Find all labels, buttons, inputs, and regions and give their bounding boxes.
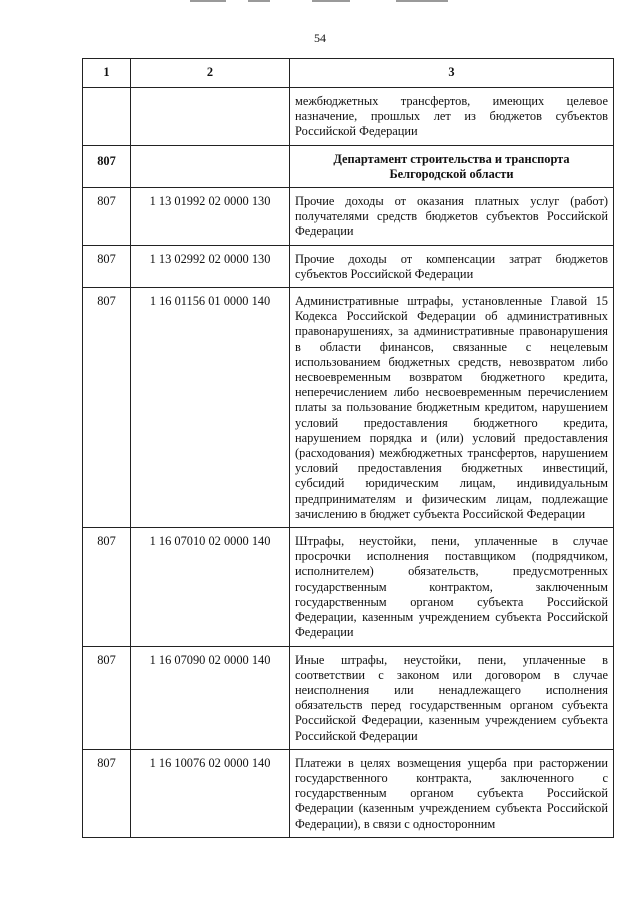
admin-code-cell: 807 — [83, 749, 131, 837]
budget-code-cell — [131, 88, 290, 146]
income-name-cell: Прочие доходы от компенсации затрат бюджетов субъектов Российской Федерации — [290, 245, 614, 287]
income-codes-table — [82, 58, 614, 838]
budget-code-cell: 1 16 10076 02 0000 140 — [131, 749, 290, 837]
income-name-cell: Платежи в целях возмещения ущерба при расторжении государственного контракта, заключенного с государственным органом субъекта Российской Федерации (казенным учреждением субъекта Российской Федерации), в связи с односторонним — [290, 749, 614, 837]
table-row — [83, 749, 614, 837]
column-header-code: 2 — [131, 59, 290, 88]
admin-code-cell: 807 — [83, 188, 131, 246]
table-row — [83, 88, 614, 146]
scan-edge-mark — [396, 0, 448, 2]
column-header-admin: 1 — [83, 59, 131, 88]
income-name-cell: межбюджетных трансфертов, имеющих целевое назначение, прошлых лет из бюджетов субъектов Российской Федерации — [290, 88, 614, 146]
column-header-name: 3 — [290, 59, 614, 88]
department-name-cell: Департамент строительства и транспорта Белгородской области — [290, 145, 614, 187]
table-header-row — [83, 59, 614, 88]
admin-code-cell: 807 — [83, 646, 131, 749]
scan-edge-mark — [190, 0, 226, 2]
admin-code-cell: 807 — [83, 145, 131, 187]
budget-code-cell: 1 13 01992 02 0000 130 — [131, 188, 290, 246]
budget-code-cell: 1 16 07010 02 0000 140 — [131, 528, 290, 646]
table-row — [83, 288, 614, 528]
income-name-cell: Штрафы, неустойки, пени, уплаченные в случае просрочки исполнения поставщиком (подрядчиком, исполнителем) обязательств, предусмотренных государственным контрактом, заключенным государственным органом субъекта Российской Федерации, казенным учреждением субъекта Российской Федерации — [290, 528, 614, 646]
budget-code-cell — [131, 145, 290, 187]
table-row — [83, 245, 614, 287]
income-name-cell: Административные штрафы, установленные Главой 15 Кодекса Российской Федерации об административных правонарушениях, за административные правонарушения в области финансов, связанные с нецелевым использованием бюджетных средств, невозвратом либо несвоевременным возвратом бюджетного кредита, неперечислением либо несвоевременным перечислением платы за пользование бюджетным кредитом, нарушением условий предоставления бюджетного кредита, нарушением порядка и (или) условий предоставления (расходования) межбюджетных трансфертов, нарушением условий предоставления бюджетных инвестиций, субсидий юридическим лицам, индивидуальным предпринимателям и физическим лицам, подлежащие зачислению в бюджет субъекта Российской Федерации — [290, 288, 614, 528]
budget-code-cell: 1 16 01156 01 0000 140 — [131, 288, 290, 528]
admin-code-cell — [83, 88, 131, 146]
income-name-cell: Иные штрафы, неустойки, пени, уплаченные в соответствии с законом или договором в случае неисполнения или ненадлежащего исполнения обязательств перед государственным органом субъекта Российской Федерации, казенным учреждением субъекта Российской Федерации — [290, 646, 614, 749]
admin-code-cell: 807 — [83, 245, 131, 287]
table-row — [83, 188, 614, 246]
table-row — [83, 646, 614, 749]
scan-edge-mark — [248, 0, 270, 2]
budget-code-cell: 1 16 07090 02 0000 140 — [131, 646, 290, 749]
budget-code-cell: 1 13 02992 02 0000 130 — [131, 245, 290, 287]
page-number: 54 — [314, 31, 326, 45]
income-name-cell: Прочие доходы от оказания платных услуг (работ) получателями средств бюджетов субъектов Российской Федерации — [290, 188, 614, 246]
admin-code-cell: 807 — [83, 288, 131, 528]
department-row — [83, 145, 614, 187]
scan-edge-mark — [312, 0, 350, 2]
admin-code-cell: 807 — [83, 528, 131, 646]
table-row — [83, 528, 614, 646]
